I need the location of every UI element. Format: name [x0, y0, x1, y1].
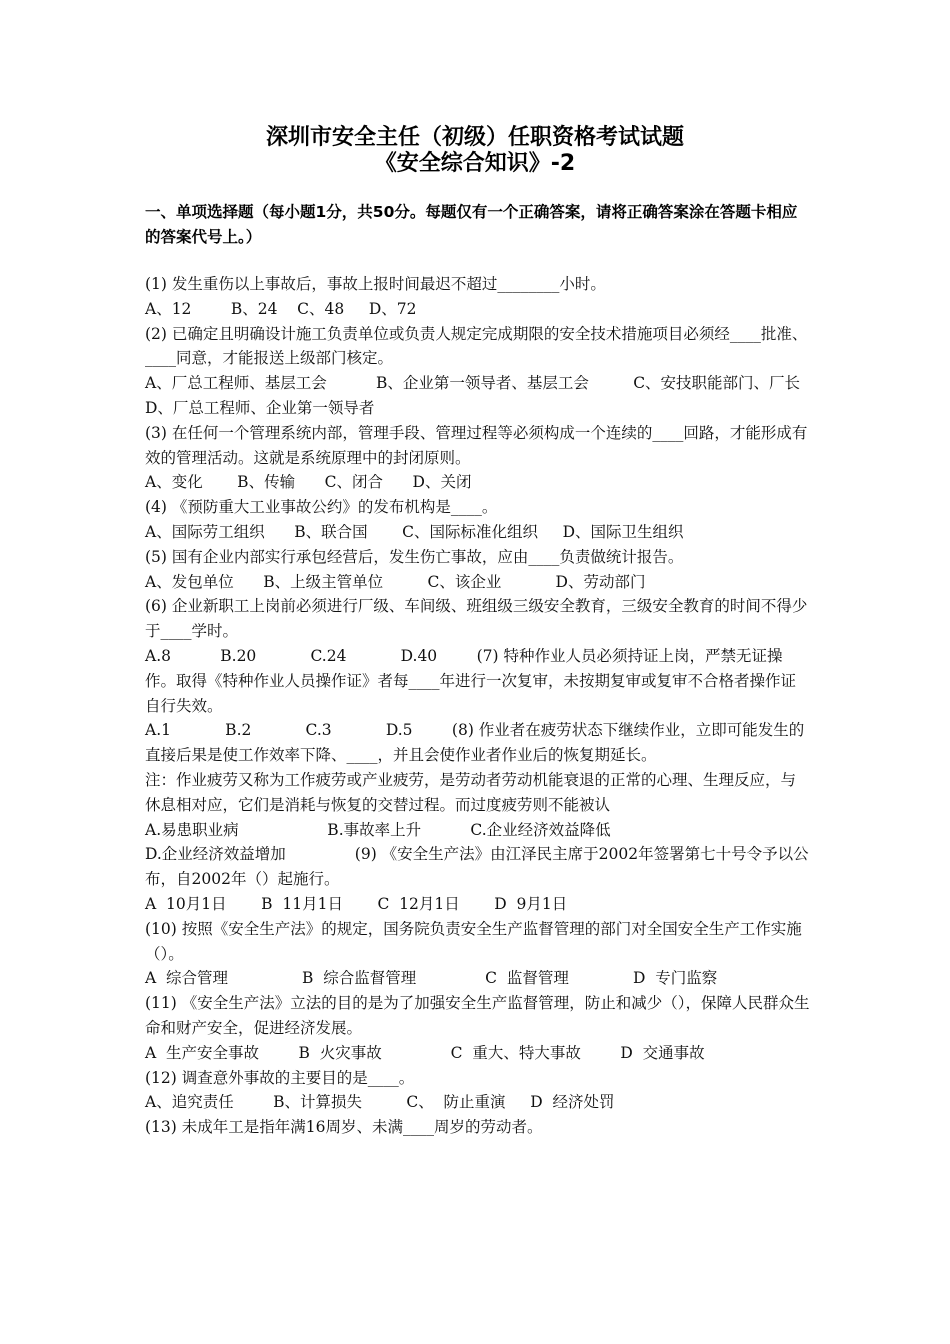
answer-options-4: A、国际劳工组织 B、联合国 C、国际标准化组织 D、国际卫生组织	[145, 522, 684, 541]
answer-options-3: A、变化 B、传输 C、闭合 D、关闭	[145, 473, 472, 492]
question-10: (10) 按照《安全生产法》的规定，国务院负责安全生产监督管理的部门对全国安全生产工作实施（）。	[145, 919, 802, 963]
answer-options-7-question-8: A.1 B.2 C.3 D.5 (8) 作业者在疲劳状态下继续作业，立即可能发生的直接后果是使工作效率下降、____，并且会使作业者作业后的恢复期延长。	[145, 721, 805, 765]
answer-options-5: A、发包单位 B、上级主管单位 C、该企业 D、劳动部门	[145, 572, 646, 591]
question-4: (4) 《预防重大工业事故公约》的发布机构是____。	[145, 498, 498, 517]
question-list	[145, 272, 835, 1140]
question-6: (6) 企业新职工上岗前必须进行厂级、车间级、班组级三级安全教育，三级安全教育的时间不得少于____学时。	[145, 597, 808, 641]
question-3: (3) 在任何一个管理系统内部，管理手段、管理过程等必须构成一个连续的____回路，才能形成有效的管理活动。这就是系统原理中的封闭原则。	[145, 423, 808, 467]
section-heading: 一、单项选择题（每小题1分，共50分。每题仅有一个正确答案，请将正确答案涂在答题卡相应的答案代号上。）	[145, 203, 798, 246]
document-subtitle: 《安全综合知识》-2	[374, 151, 576, 176]
answer-options-2: A、厂总工程师、基层工会 B、企业第一领导者、基层工会 C、安技职能部门、厂长 D、厂总工程师、企业第一领导者	[145, 374, 835, 417]
question-13: (13) 未成年工是指年满16周岁、未满____周岁的劳动者。	[145, 1118, 543, 1137]
question-12: (12) 调查意外事故的主要目的是____。	[145, 1068, 415, 1087]
answer-options-1: A、12 B、24 C、48 D、72	[145, 299, 417, 318]
document-title: 深圳市安全主任（初级）任职资格考试试题	[265, 125, 684, 150]
note-8: 注：作业疲劳又称为工作疲劳或产业疲劳，是劳动者劳动机能衰退的正常的心理、生理反应，与休息相对应，它们是消耗与恢复的交替过程。而过度疲劳则不能被认	[145, 770, 797, 814]
answer-options-10: A 综合管理 B 综合监督管理 C 监督管理 D 专门监察	[145, 969, 718, 988]
question-1: (1) 发生重伤以上事故后，事故上报时间最迟不超过________小时。	[145, 275, 606, 293]
question-5: (5) 国有企业内部实行承包经营后，发生伤亡事故，应由____负责做统计报告。	[145, 547, 684, 566]
answer-options-11: A 生产安全事故 B 火灾事故 C 重大、特大事故 D 交通事故	[145, 1043, 705, 1062]
answer-options-8a: A.易患职业病 B.事故率上升 C.企业经济效益降低	[145, 820, 611, 839]
answer-options-12: A、追究责任 B、计算损失 C、 防止重演 D 经济处罚	[145, 1093, 615, 1112]
answer-options-6-question-7: A.8 B.20 C.24 D.40 (7) 特种作业人员必须持证上岗，严禁无证操作。取得《特种作业人员操作证》者每____年进行一次复审，未按期复审或复审不合格者操作证自行失效。	[145, 646, 797, 715]
question-2: (2) 已确定且明确设计施工负责单位或负责人规定完成期限的安全技术措施项目必须经____批准、____同意，才能报送上级部门核定。	[145, 324, 808, 368]
answer-options-8b-question-9: D.企业经济效益增加 (9) 《安全生产法》由江泽民主席于2002年签署第七十号令予以公布，自2002年（）起施行。	[145, 845, 809, 889]
question-11: (11) 《安全生产法》立法的目的是为了加强安全生产监督管理，防止和减少（），保障人民群众生命和财产安全，促进经济发展。	[145, 994, 810, 1037]
answer-options-9: A 10月1日 B 11月1日 C 12月1日 D 9月1日	[145, 894, 568, 913]
